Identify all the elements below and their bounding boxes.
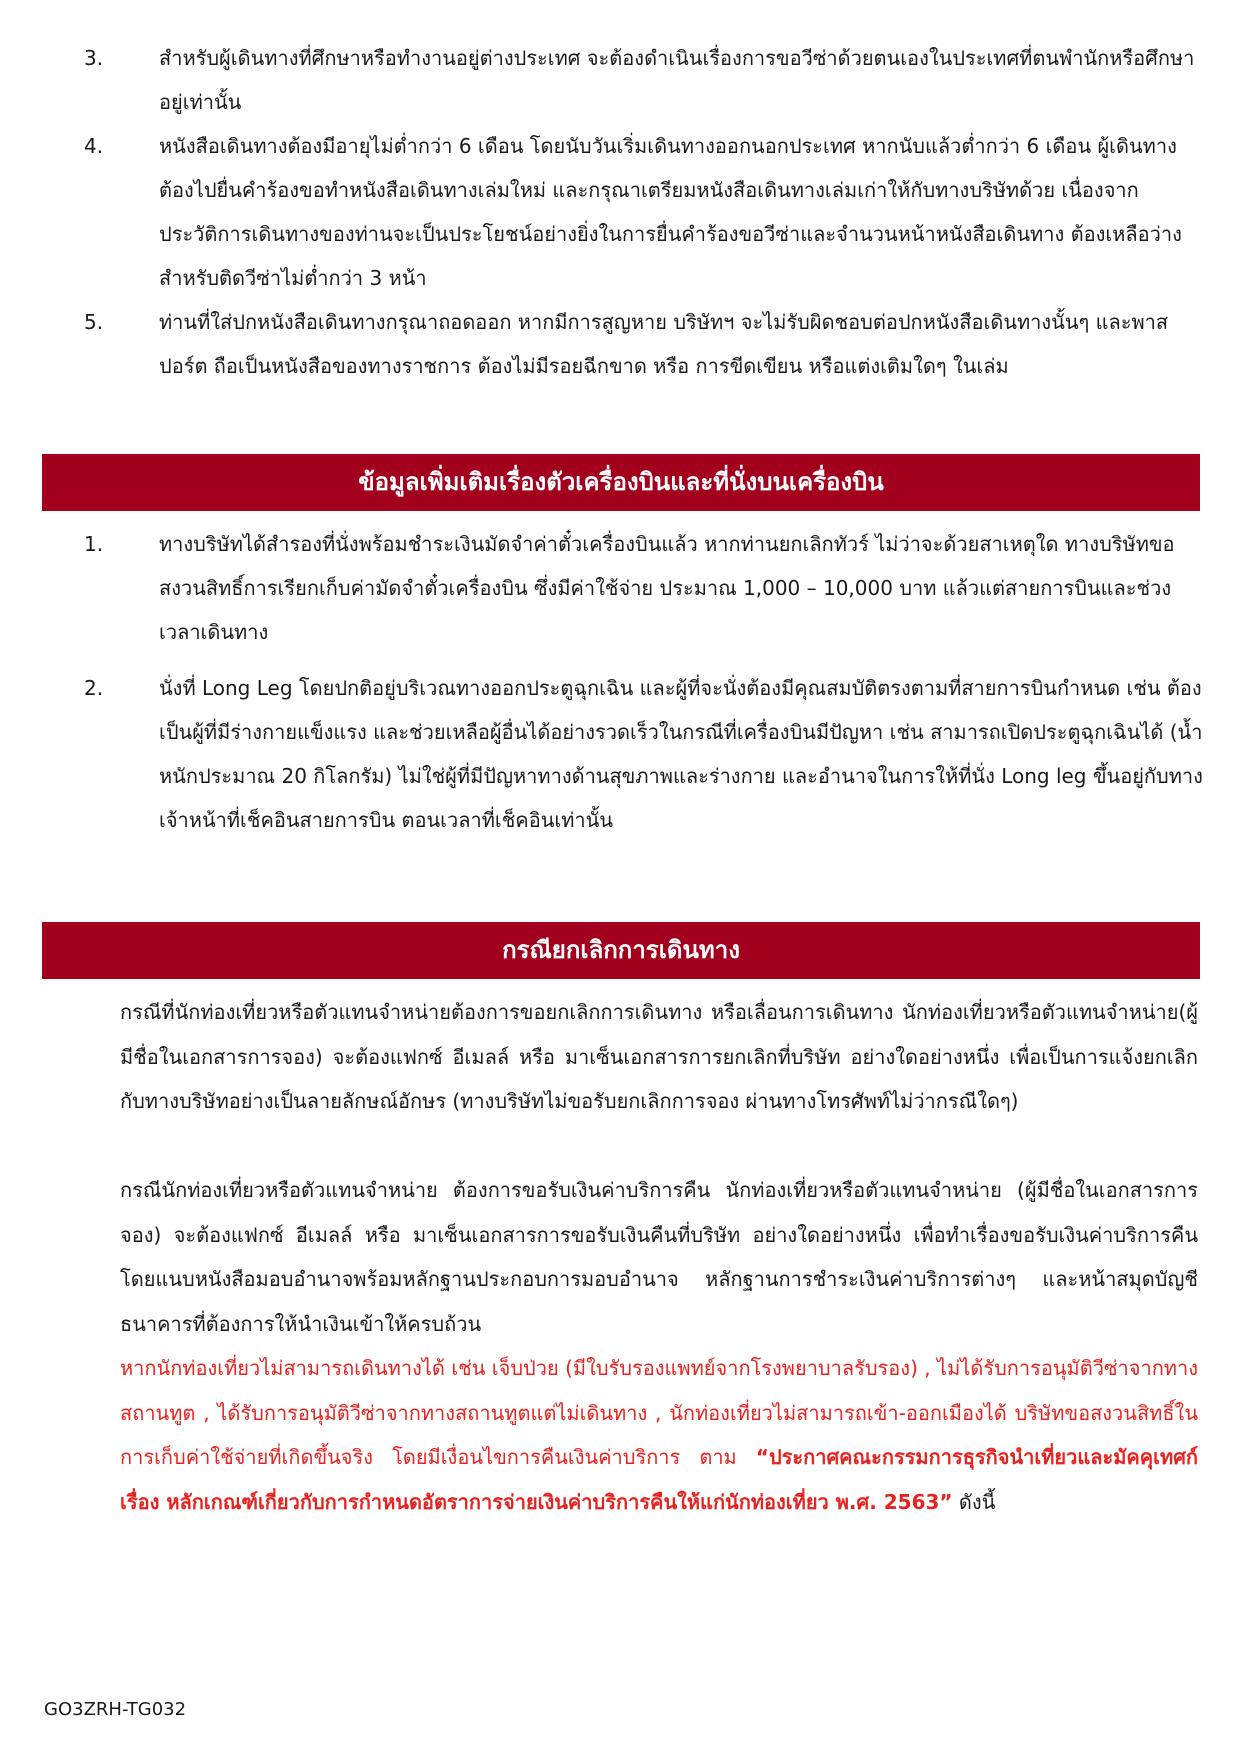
list-text: สำหรับผู้เดินทางที่ศึกษาหรือทำงานอยู่ต่างประเทศ จะต้องดำเนินเรื่องการขอวีซ่าด้วยตนเองในประเทศที่ตนพำนักหรือศึกษาอยู่เท่านั้น	[159, 46, 1195, 114]
aircraft-item-2	[84, 666, 1204, 896]
cancel-paragraph-1: กรณีที่นักท่องเที่ยวหรือตัวแทนจำหน่ายต้องการขอยกเลิกการเดินทาง หรือเลื่อนการเดินทาง นักท่องเที่ยวหรือตัวแทนจำหน่าย(ผู้มีชื่อในเอกสารการจอง) จะต้องแฟกซ์ อีเมลล์ หรือ มาเซ็นเอกสารการยกเลิกที่บริษัท อย่างใดอย่างหนึ่ง เพื่อเป็นการแจ้งยกเลิกกับทางบริษัทอย่างเป็นลายลักษณ์อักษร (ทางบริษัทไม่ขอรับยกเลิกการจอง ผ่านทางโทรศัพท์ไม่ว่ากรณีใดๆ)	[120, 1000, 1198, 1113]
list-text: ทางบริษัทได้สำรองที่นั่งพร้อมชำระเงินมัดจำค่าตั๋วเครื่องบินแล้ว หากท่านยกเลิกทัวร์ ไม่ว่าจะด้วยสาเหตุใด ทางบริษัทขอสงวนสิทธิ์การเรียกเก็บค่ามัดจำตั๋วเครื่องบิน ซึ่งมีค่าใช้จ่าย ประมาณ 1,000 – 10,000 บาท แล้วแต่สายการบินและช่วงเวลาเดินทาง	[159, 532, 1175, 644]
list-text: นั่งที่ Long Leg โดยปกติอยู่บริเวณทางออกประตูฉุกเฉิน และผู้ที่จะนั่งต้องมีคุณสมบัติตรงตามที่สายการบินกำหนด เช่น ต้องเป็นผู้ที่มีร่างกายแข็งแรง และช่วยเหลือผู้อื่นได้อย่างรวดเร็วในกรณีที่เครื่องบินมีปัญหา เช่น สามารถเปิดประตูฉุกเฉินได้ (น้ำหนักประมาณ 20 กิโลกรัม) ไม่ใช่ผู้ที่มีปัญหาทางด้านสุขภาพและร่างกาย และอำนาจในการให้ที่นั่ง Long leg ขึ้นอยู่กับทางเจ้าหน้าที่เช็คอินสายการบิน ตอนเวลาที่เช็คอินเท่านั้น	[159, 676, 1203, 832]
paragraph-tail: ดังนี้	[952, 1489, 996, 1514]
list-text: หนังสือเดินทางต้องมีอายุไม่ต่ำกว่า 6 เดือน โดยนับวันเริ่มเดินทางออกนอกประเทศ หากนับแล้วต่ำกว่า 6 เดือน ผู้เดินทางต้องไปยื่นคำร้องขอทำหนังสือเดินทางเล่มใหม่ และกรุณาเตรียมหนังสือเดินทางเล่มเก่าให้กับทางบริษัทด้วย เนื่องจากประวัติการเดินทางของท่านจะเป็นประโยชน์อย่างยิ่งในการยื่นคำร้องขอวีซ่าและจำนวนหน้าหนังสือเดินทาง ต้องเหลือว่างสำหรับติดวีซ่าไม่ต่ำกว่า 3 หน้า	[159, 134, 1182, 290]
section-header-aircraft: ข้อมูลเพิ่มเติมเรื่องตัวเครื่องบินและที่นั่งบนเครื่องบิน	[42, 454, 1200, 511]
refund-condition-text: หากนักท่องเที่ยวไม่สามารถเดินทางได้ เช่น เจ็บป่วย (มีใบรับรองแพทย์จากโรงพยาบาลรับรอง) , ไม่ได้รับการอนุมัติวีซ่าจากทางสถานทูต , ได้รับการอนุมัติวีซ่าจากทางสถานทูตแต่ไม่เดินทาง , นักท่องเที่ยวไม่สามารถเข้า-ออกเมืองได้ บริษัทขอสงวนสิทธิ์ในการเก็บค่าใช้จ่ายที่เกิดขึ้นจริง โดยมีเงื่อนไขการคืนเงินค่าบริการ ตาม	[120, 1356, 1198, 1469]
list-text: ท่านที่ใส่ปกหนังสือเดินทางกรุณาถอดออก หากมีการสูญหาย บริษัทฯ จะไม่รับผิดชอบต่อปกหนังสือเดินทางนั้นๆ และพาสปอร์ต ถือเป็นหนังสือของทางราชการ ต้องไม่มีรอยฉีกขาด หรือ การขีดเขียน หรือแต่งเติมใดๆ ในเล่ม	[159, 310, 1169, 378]
passport-note-3	[84, 36, 1204, 124]
section-header-cancellation: กรณียกเลิกการเดินทาง	[42, 922, 1200, 979]
list-number: 3.	[84, 46, 104, 70]
announcement-reference: “ประกาศคณะกรรมการธุรกิจนำเที่ยวและมัคคุเทศก์ เรื่อง หลักเกณฑ์เกี่ยวกับการกำหนดอัตราการจ่ายเงินค่าบริการคืนให้แก่นักท่องเที่ยว พ.ศ. 2563”	[120, 1445, 1198, 1514]
cancel-paragraph-2: กรณีนักท่องเที่ยวหรือตัวแทนจำหน่าย ต้องการขอรับเงินค่าบริการคืน นักท่องเที่ยวหรือตัวแทนจำหน่าย (ผู้มีชื่อในเอกสารการจอง) จะต้องแฟกซ์ อีเมลล์ หรือ มาเซ็นเอกสารการขอรับเงินคืนที่บริษัท อย่างใดอย่างหนึ่ง เพื่อทำเรื่องขอรับเงินค่าบริการคืน โดยแนบหนังสือมอบอำนาจพร้อมหลักฐานประกอบการมอบอำนาจ หลักฐานการชำระเงินค่าบริการต่างๆ และหน้าสมุดบัญชีธนาคารที่ต้องการให้นำเงินเข้าให้ครบถ้วน	[120, 1178, 1198, 1336]
list-number: 2.	[84, 676, 104, 700]
aircraft-item-1	[84, 522, 1204, 654]
cancel-paragraph-3	[120, 1346, 1198, 1524]
passport-note-5	[84, 300, 1204, 432]
list-number: 4.	[84, 134, 104, 158]
tour-code: GO3ZRH-TG032	[44, 1699, 187, 1720]
passport-note-4	[84, 124, 1204, 300]
list-number: 1.	[84, 532, 104, 556]
list-number: 5.	[84, 310, 104, 334]
